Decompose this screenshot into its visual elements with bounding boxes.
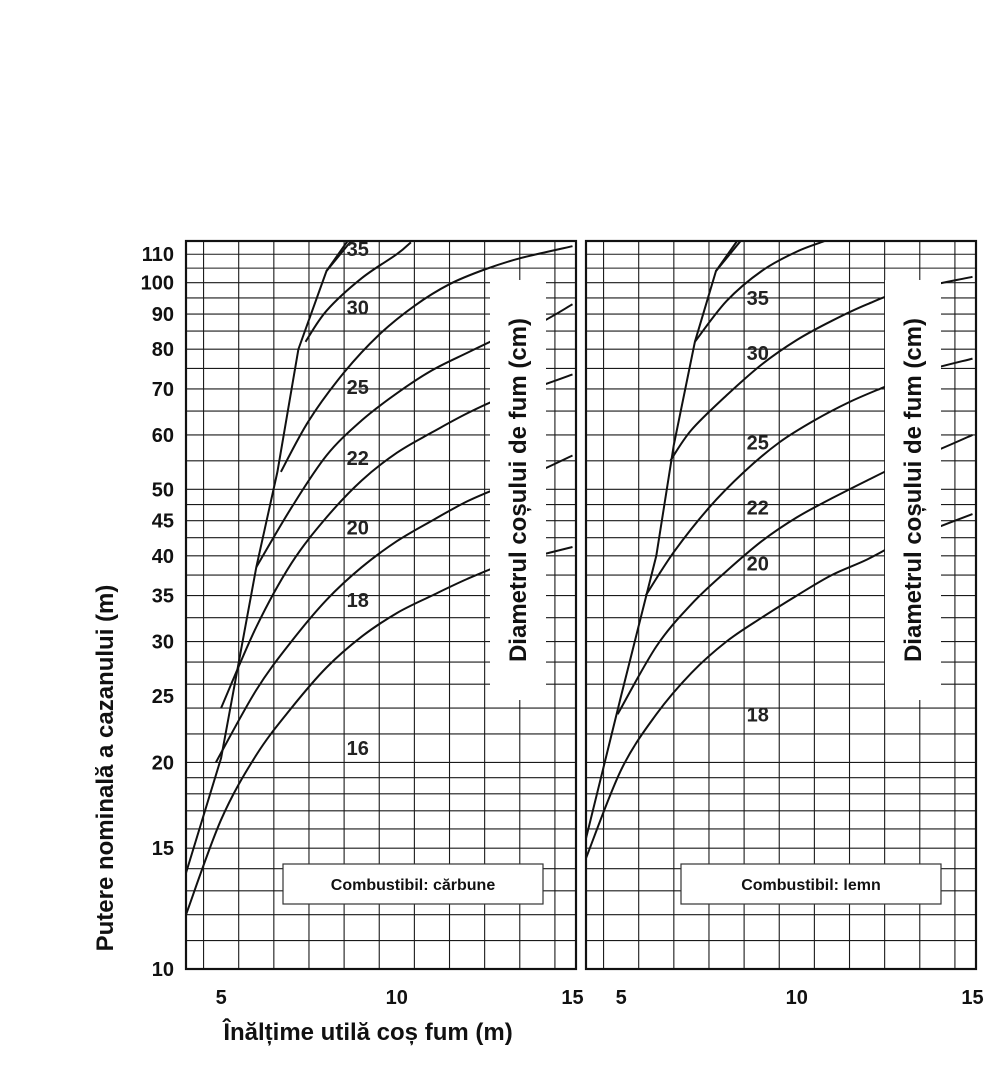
series-label-25: 25 xyxy=(346,376,369,399)
fuel-label: Combustibil: cărbune xyxy=(330,877,496,894)
y-tick-label: 45 xyxy=(151,510,174,533)
x-tick-label: 5 xyxy=(215,987,227,1009)
x-tick-label: 10 xyxy=(385,987,408,1009)
y-tick-label: 25 xyxy=(151,685,174,708)
series-label-35: 35 xyxy=(746,287,769,310)
series-label-25: 25 xyxy=(746,432,769,455)
y-tick-label: 50 xyxy=(151,479,174,502)
y-tick-label: 70 xyxy=(151,378,174,401)
panels-layer xyxy=(186,239,984,1009)
y-tick-label: 100 xyxy=(140,272,174,295)
y-tick-label: 40 xyxy=(151,545,174,568)
series-label-30: 30 xyxy=(746,342,769,365)
series-label-30: 30 xyxy=(346,297,369,320)
x-tick-label: 10 xyxy=(785,987,808,1009)
x-axis-title: Înălțime utilă coș fum (m) xyxy=(223,1019,513,1046)
series-label-22: 22 xyxy=(346,448,369,471)
y-axis-title: Putere nominală a cazanului (m) xyxy=(92,584,119,952)
series-legend-title: Diametrul coșului de fum (cm) xyxy=(505,317,532,663)
series-label-20: 20 xyxy=(346,517,369,540)
series-label-35: 35 xyxy=(346,238,369,261)
y-tick-label: 90 xyxy=(151,304,174,327)
series-label-16: 16 xyxy=(346,737,369,760)
panel-1 xyxy=(186,239,584,1009)
series-label-18: 18 xyxy=(746,704,769,727)
series-label-20: 20 xyxy=(746,553,769,576)
series-legend-title: Diametrul coșului de fum (cm) xyxy=(900,317,927,663)
y-axis-ticks xyxy=(141,244,174,981)
y-tick-label: 15 xyxy=(151,838,174,861)
x-tick-label: 15 xyxy=(561,987,584,1009)
y-tick-label: 10 xyxy=(151,959,174,981)
y-tick-label: 35 xyxy=(151,585,174,608)
y-tick-label: 30 xyxy=(151,631,174,654)
y-tick-label: 60 xyxy=(151,424,174,447)
y-tick-label: 20 xyxy=(151,752,174,775)
y-tick-label: 110 xyxy=(141,244,174,267)
series-label-22: 22 xyxy=(746,497,769,520)
panel-2 xyxy=(586,241,984,1009)
fuel-label: Combustibil: lemn xyxy=(741,877,881,894)
series-label-18: 18 xyxy=(346,589,369,612)
x-tick-label: 15 xyxy=(961,987,984,1009)
x-tick-label: 5 xyxy=(615,987,627,1009)
y-tick-label: 80 xyxy=(151,339,174,362)
